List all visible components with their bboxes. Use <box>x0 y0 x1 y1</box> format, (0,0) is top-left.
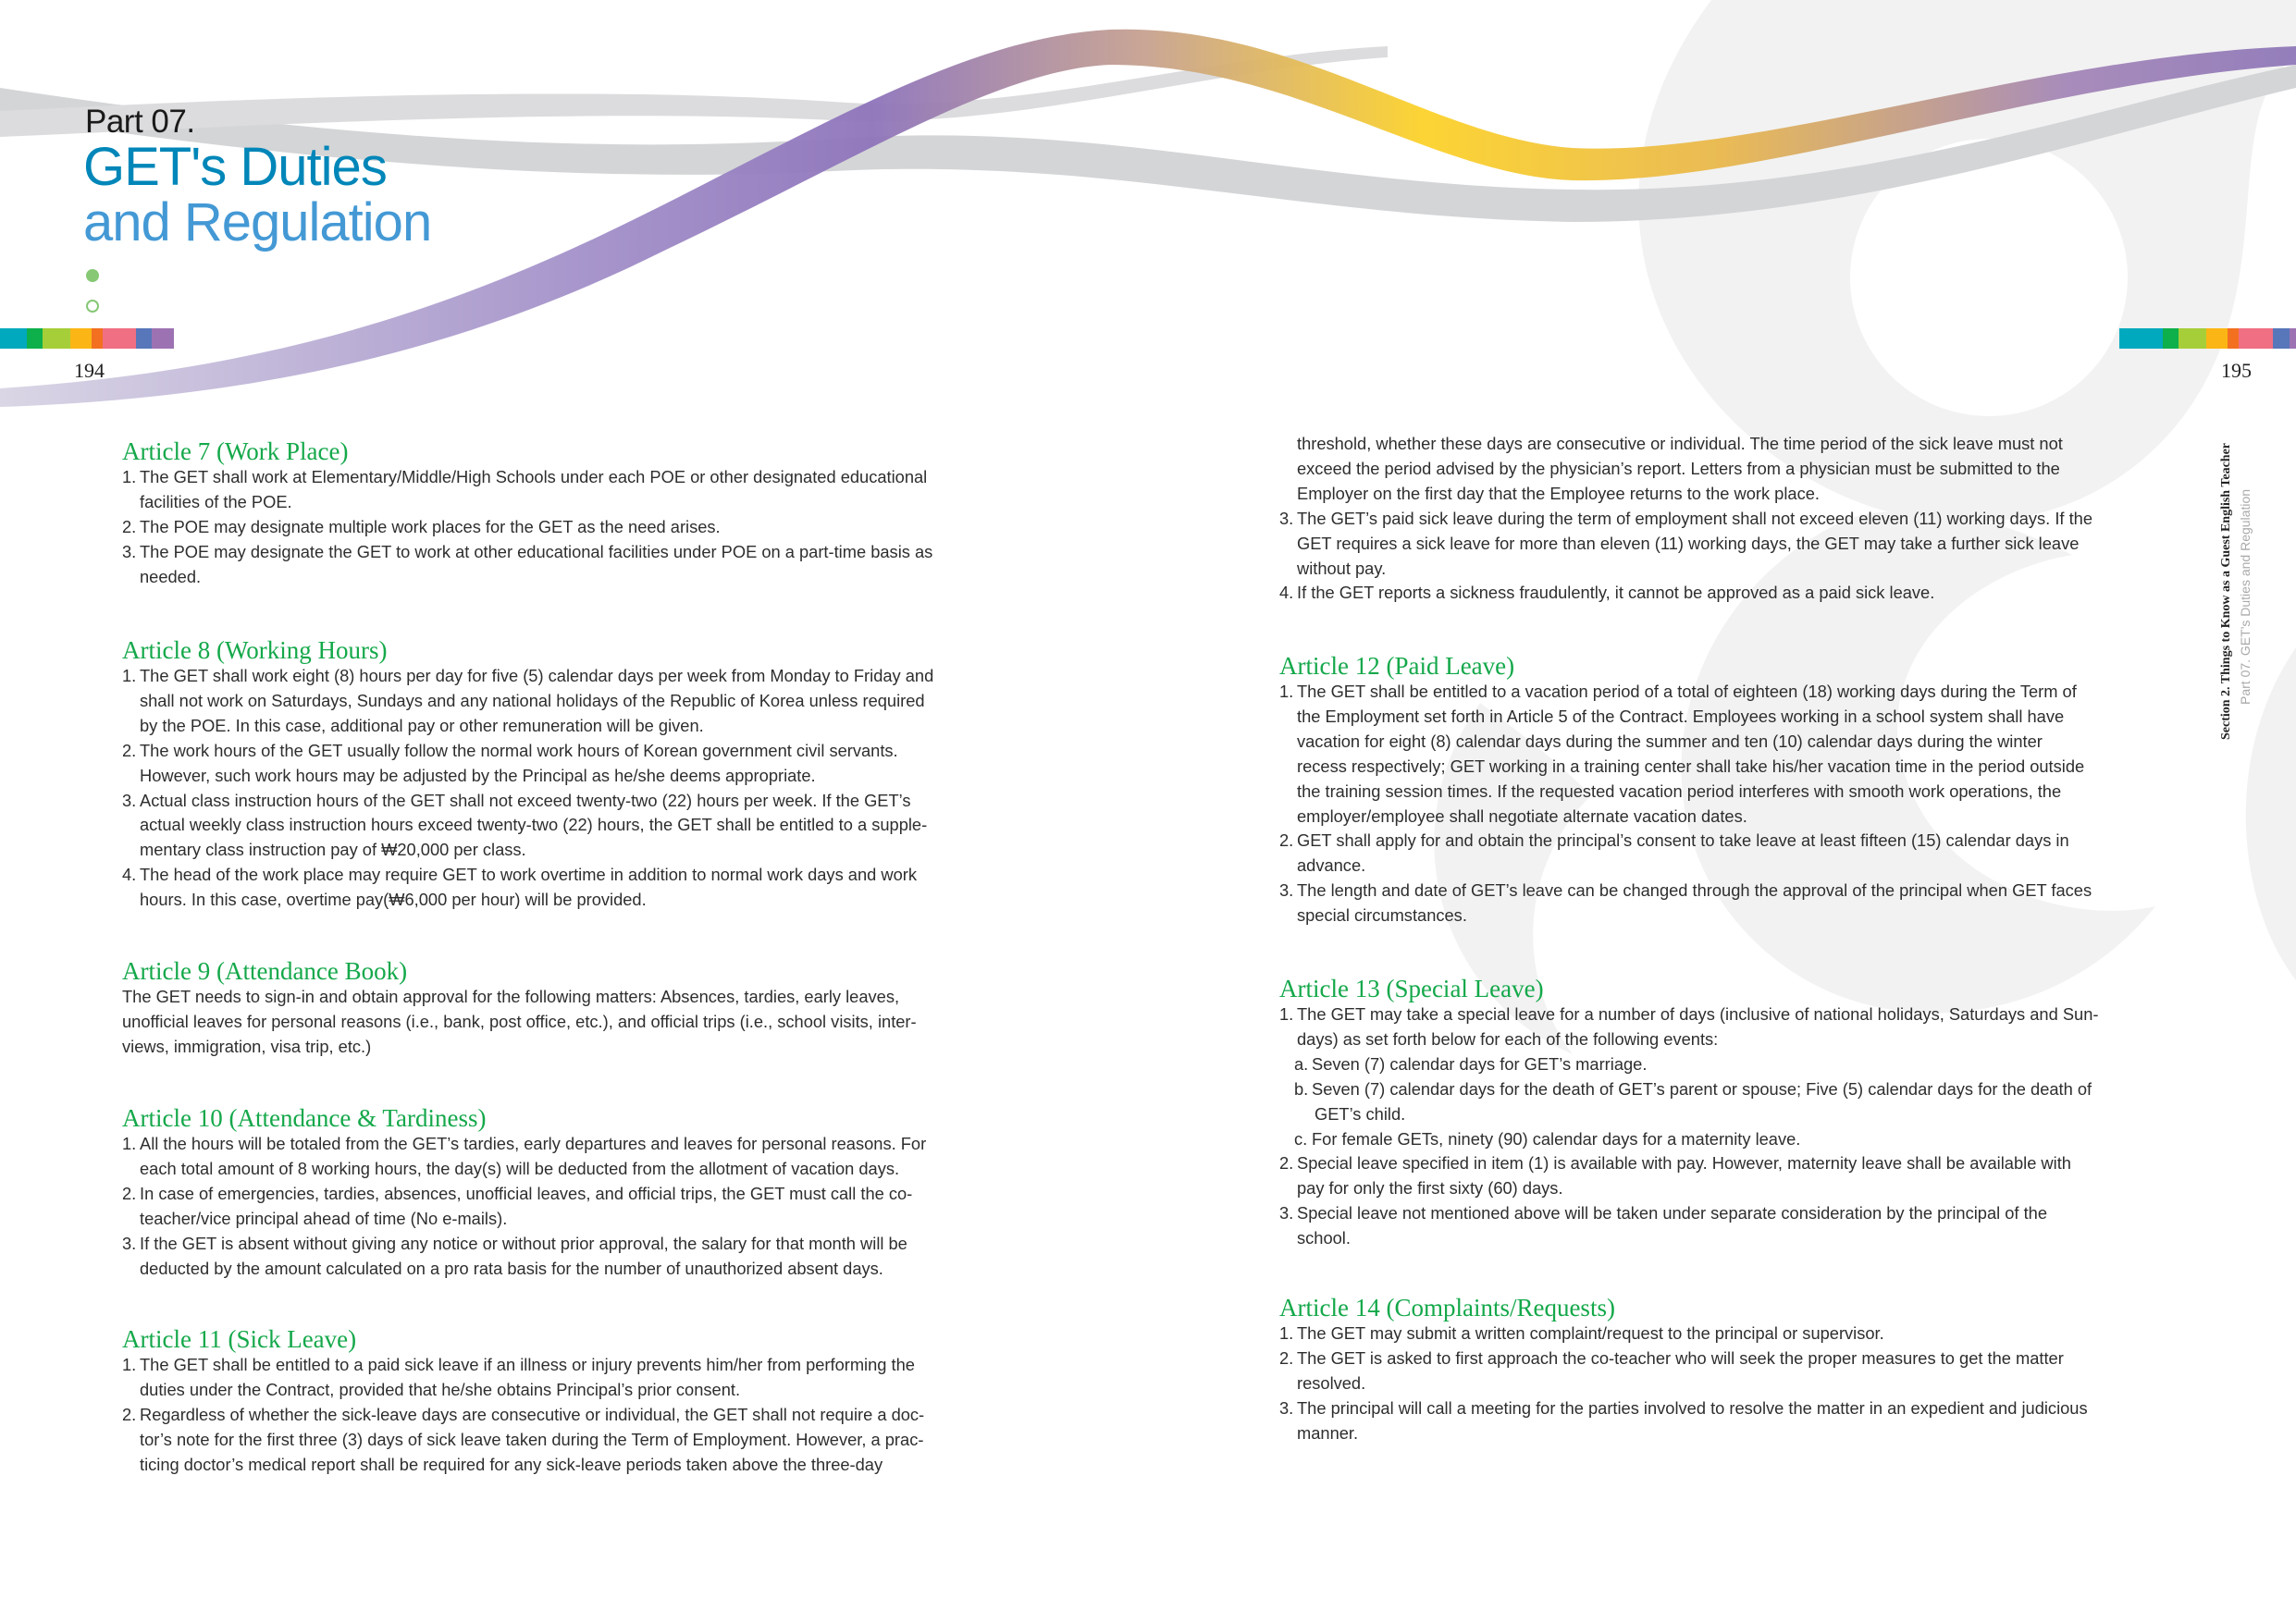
list-item-number: 3. <box>122 541 137 561</box>
list-item-text: advance. <box>1297 855 1366 876</box>
list-item-text: If the GET is absent without giving any notice or without prior approval, the salary for that month will be <box>140 1233 907 1253</box>
hollow-dot-icon <box>86 300 99 313</box>
list-item-text: Seven (7) calendar days for GET’s marriage. <box>1312 1053 1648 1074</box>
list-item-number: 1. <box>122 1355 137 1374</box>
list-item-line <box>1279 1077 2204 1102</box>
list-item-text: views, immigration, visa trip, etc.) <box>122 1036 372 1056</box>
list-item-text: The GET shall be entitled to a paid sick leave if an illness or injury prevents him/her from performing the <box>140 1355 915 1374</box>
list-item-line <box>1279 557 2204 582</box>
article-section <box>122 957 1047 1060</box>
color-bar-segment <box>2163 328 2179 349</box>
color-bar-segment <box>70 328 92 349</box>
list-item-number: 2. <box>122 1183 137 1203</box>
running-header-vertical <box>2217 443 2254 740</box>
list-item-text: the training session times. If the requested vacation period interferes with smooth work operations, the <box>1297 781 2062 801</box>
color-bar-segment <box>2179 328 2206 349</box>
list-item-text: tor’s note for the first three (3) days of sick leave taken during the Term of Employment. However, a prac- <box>140 1429 924 1449</box>
list-item-text: The GET needs to sign-in and obtain approval for the following matters: Absences, tardies, early leaves, <box>122 987 900 1006</box>
list-item-text: duties under the Contract, provided that he/she obtains Principal’s prior consent. <box>140 1379 741 1399</box>
color-bar-segment <box>2273 328 2290 349</box>
list-item-line <box>122 985 1047 1010</box>
list-item-text: GET shall apply for and obtain the principal’s consent to take leave at least fifteen (15) calendar days in <box>1297 830 2069 851</box>
color-bar-segment <box>2206 328 2228 349</box>
list-item-text: The GET may submit a written complaint/request to the principal or supervisor. <box>1297 1323 1884 1343</box>
article-heading: Article 10 (Attendance & Tardiness) <box>122 1104 487 1132</box>
section-label: Section 2. Things to Know as a Guest English Teacher <box>2219 442 2233 740</box>
list-item-line <box>122 1035 1047 1060</box>
list-item-number: a. <box>1294 1053 1309 1074</box>
list-item-line <box>1279 1102 2204 1127</box>
list-item-text: facilities of the POE. <box>140 491 292 511</box>
list-item-line <box>1279 805 2204 830</box>
list-item-text: recess respectively; GET working in a training center shall take his/her vacation time in the period outside <box>1297 756 2085 776</box>
list-item-text: Special leave not mentioned above will be taken under separate consideration by the principal of the <box>1297 1203 2047 1223</box>
list-item-number: 2. <box>1279 1153 1294 1174</box>
list-item-number: 1. <box>122 666 137 685</box>
list-item-number: 1. <box>1279 1323 1294 1343</box>
list-item-number: b. <box>1294 1078 1309 1099</box>
list-item-line <box>122 1353 1047 1378</box>
list-item-text: The POE may designate the GET to work at other educational facilities under POE on a part-time basis as <box>140 541 933 561</box>
list-item-line <box>122 1182 1047 1207</box>
list-item-text: Employer on the first day that the Employee returns to the work place. <box>1297 483 1820 503</box>
list-item-line <box>1279 482 2204 507</box>
list-item-line <box>122 1403 1047 1428</box>
list-item-line <box>1279 1127 2204 1152</box>
list-item-line <box>1279 1396 2204 1421</box>
list-item-line <box>122 764 1047 789</box>
part-label: Part 07. <box>85 104 195 140</box>
list-item-text: pay for only the first sixty (60) days. <box>1297 1178 1563 1199</box>
list-item-text: unofficial leaves for personal reasons (i.e., bank, post office, etc.), and official trips (i.e., school visits, inter- <box>122 1011 917 1031</box>
list-item-line <box>122 565 1047 590</box>
list-item-line <box>122 490 1047 515</box>
list-item-line <box>1279 1421 2204 1446</box>
article-section <box>1279 652 2204 928</box>
list-item-line <box>1279 1226 2204 1251</box>
list-item-number: 2. <box>122 1404 137 1424</box>
article-section <box>1279 975 2204 1251</box>
list-item-number: 2. <box>1279 1347 1294 1368</box>
list-item-text: Regardless of whether the sick-leave days are consecutive or individual, the GET shall not require a doc- <box>140 1404 925 1424</box>
list-item-line <box>122 888 1047 913</box>
color-bar-left <box>0 328 174 349</box>
article-section <box>122 636 1047 913</box>
list-item-text: The work hours of the GET usually follow the normal work hours of Korean government civil servants. <box>140 740 898 760</box>
list-item-text: shall not work on Saturdays, Sundays and any national holidays of the Republic of Korea unless required <box>140 690 925 710</box>
article-section <box>1279 432 2204 606</box>
list-item-text: In case of emergencies, tardies, absences, unofficial leaves, and official trips, the GET must call the co- <box>140 1183 913 1203</box>
page-number-right: 195 <box>2221 359 2252 382</box>
article-heading: Article 7 (Work Place) <box>122 437 349 465</box>
list-item-text: threshold, whether these days are consecutive or individual. The time period of the sick leave must not <box>1297 434 2063 453</box>
list-item-number: 2. <box>1279 830 1294 851</box>
list-item-text: The length and date of GET’s leave can be changed through the approval of the principal when GET faces <box>1297 880 2092 901</box>
list-item-line <box>1279 1176 2204 1201</box>
list-item-line <box>1279 680 2204 705</box>
page-title-line1: GET's Duties <box>83 137 387 197</box>
list-item-line <box>1279 1151 2204 1176</box>
list-item-line <box>1279 755 2204 780</box>
list-item-text: The GET shall work eight (8) hours per day for five (5) calendar days per week from Monday to Friday and <box>140 666 934 685</box>
list-item-line <box>1279 1371 2204 1396</box>
color-bar-segment <box>92 328 103 349</box>
color-bar-segment <box>2119 328 2163 349</box>
list-item-text: the Employment set forth in Article 5 of the Contract. Employees working in a school system shall have <box>1297 706 2065 726</box>
list-item-line <box>122 1257 1047 1282</box>
color-bar-segment <box>2239 328 2273 349</box>
list-item-line <box>1279 532 2204 557</box>
list-item-text: Special leave specified in item (1) is available with pay. However, maternity leave shall be available with <box>1297 1153 2071 1174</box>
list-item-text: by the POE. In this case, additional pay or other remuneration will be given. <box>140 715 704 735</box>
list-item-number: 3. <box>122 790 137 810</box>
list-item-number: c. <box>1294 1128 1308 1149</box>
color-bar-segment <box>0 328 27 349</box>
list-item-text: The principal will call a meeting for the parties involved to resolve the matter in an expedient and judicious <box>1297 1397 2088 1418</box>
list-item-text: All the hours will be totaled from the GET’s tardies, early departures and leaves for personal reasons. For <box>140 1134 927 1153</box>
list-item-line <box>1279 730 2204 755</box>
list-item-number: 3. <box>1279 1203 1294 1223</box>
list-item-number: 1. <box>122 1134 137 1153</box>
list-item-text: Seven (7) calendar days for the death of GET’s parent or spouse; Five (5) calendar days for the death of <box>1312 1078 2092 1099</box>
list-item-text: needed. <box>140 566 202 586</box>
list-item-text: without pay. <box>1297 558 1387 578</box>
list-item-text: deducted by the amount calculated on a pro rata basis for the number of unauthorized absent days. <box>140 1258 883 1278</box>
list-item-text: For female GETs, ninety (90) calendar days for a maternity leave. <box>1312 1128 1801 1149</box>
article-heading: Article 9 (Attendance Book) <box>122 957 408 985</box>
list-item-text: each total amount of 8 working hours, the day(s) will be deducted from the allotment of vacation days. <box>140 1158 900 1178</box>
list-item-text: However, such work hours may be adjusted by the Principal as he/she deems appropriate. <box>140 765 816 785</box>
list-item-text: manner. <box>1297 1422 1359 1443</box>
list-item-line <box>1279 1322 2204 1346</box>
list-item-text: The head of the work place may require GET to work overtime in addition to normal work days and work <box>140 865 917 885</box>
color-bar-segment <box>2290 328 2296 349</box>
page-title-line2: and Regulation <box>83 192 432 252</box>
list-item-line <box>1279 1027 2204 1052</box>
article-section <box>122 1104 1047 1281</box>
list-item-line <box>122 1132 1047 1157</box>
list-item-line <box>122 540 1047 565</box>
list-item-line <box>1279 432 2204 457</box>
list-item-number: 1. <box>122 467 137 486</box>
list-item-line <box>122 789 1047 814</box>
list-item-number: 3. <box>1279 1397 1294 1418</box>
filled-dot-icon <box>86 269 99 282</box>
list-item-line <box>1279 780 2204 805</box>
list-item-text: mentary class instruction pay of ₩20,000 per class. <box>140 840 526 860</box>
list-item-text: teacher/vice principal ahead of time (No e-mails). <box>140 1208 508 1228</box>
list-item-line <box>1279 829 2204 854</box>
list-item-line <box>122 1378 1047 1403</box>
list-item-text: The GET shall be entitled to a vacation period of a total of eighteen (18) working days during the Term of <box>1297 682 2077 701</box>
list-item-text: The GET may take a special leave for a number of days (inclusive of national holidays, Saturdays and Sun- <box>1297 1004 2099 1024</box>
list-item-number: 1. <box>1279 1004 1294 1024</box>
list-item-text: resolved. <box>1297 1372 1366 1393</box>
article-section <box>1279 1294 2204 1446</box>
color-bar-segment <box>2228 328 2239 349</box>
list-item-line <box>122 863 1047 888</box>
list-item-line <box>122 739 1047 764</box>
list-item-line <box>122 813 1047 838</box>
list-item-text: ticing doctor’s medical report shall be required for any sick-leave periods taken above the three-day <box>140 1454 883 1474</box>
color-bar-segment <box>103 328 135 349</box>
list-item-line <box>122 1232 1047 1257</box>
article-heading: Article 14 (Complaints/Requests) <box>1279 1294 1615 1322</box>
list-item-text: The POE may designate multiple work places for the GET as the need arises. <box>140 516 721 536</box>
list-item-text: actual weekly class instruction hours exceed twenty-two (22) hours, the GET shall be entitled to a supple- <box>140 815 928 835</box>
article-section <box>122 1325 1047 1478</box>
list-item-line <box>1279 507 2204 532</box>
list-item-text: school. <box>1297 1228 1351 1248</box>
list-item-line <box>1279 705 2204 730</box>
list-item-line <box>1279 581 2204 606</box>
list-item-line <box>1279 457 2204 482</box>
list-item-line <box>1279 854 2204 879</box>
list-item-line <box>122 1157 1047 1182</box>
list-item-number: 2. <box>122 516 137 536</box>
list-item-number: 4. <box>1279 583 1294 603</box>
list-item-number: 3. <box>1279 880 1294 901</box>
list-item-text: employer/employee shall negotiate alternate vacation dates. <box>1297 805 1747 826</box>
article-heading: Article 13 (Special Leave) <box>1279 975 1544 1002</box>
page-number-left: 194 <box>74 359 105 382</box>
color-bar-segment <box>152 328 174 349</box>
article-heading: Article 8 (Working Hours) <box>122 636 388 664</box>
list-item-line <box>122 664 1047 689</box>
list-item-text: Actual class instruction hours of the GET shall not exceed twenty-two (22) hours per week. If the GET’s <box>140 790 911 810</box>
list-item-text: days) as set forth below for each of the following events: <box>1297 1028 1719 1049</box>
list-item-line <box>122 689 1047 714</box>
part-label-vertical: Part 07. GET's Duties and Regulation <box>2238 488 2253 705</box>
list-item-text: vacation for eight (8) calendar days during the summer and ten (10) calendar days during the winter <box>1297 731 2043 751</box>
list-item-line <box>122 1010 1047 1035</box>
list-item-number: 1. <box>1279 682 1294 701</box>
list-item-line <box>122 1453 1047 1478</box>
list-item-line <box>1279 1002 2204 1027</box>
list-item-line <box>1279 879 2204 904</box>
list-item-text: hours. In this case, overtime pay(₩6,000 per hour) will be provided. <box>140 890 647 910</box>
color-bar-segment <box>136 328 152 349</box>
article-section <box>122 437 1047 590</box>
list-item-line <box>1279 1052 2204 1077</box>
list-item-line <box>122 1428 1047 1453</box>
list-item-number: 4. <box>122 865 137 885</box>
list-item-text: The GET is asked to first approach the co-teacher who will seek the proper measures to get the matter <box>1297 1347 2064 1368</box>
list-item-line <box>122 1207 1047 1232</box>
list-item-line <box>1279 1346 2204 1371</box>
color-bar-segment <box>43 328 70 349</box>
list-item-line <box>122 714 1047 739</box>
article-heading: Article 12 (Paid Leave) <box>1279 652 1515 680</box>
list-item-line <box>1279 1201 2204 1226</box>
list-item-text: The GET shall work at Elementary/Middle/High Schools under each POE or other designated educational <box>140 467 928 486</box>
list-item-line <box>122 465 1047 490</box>
list-item-text: If the GET reports a sickness fraudulently, it cannot be approved as a paid sick leave. <box>1297 583 1935 603</box>
list-item-text: The GET’s paid sick leave during the term of employment shall not exceed eleven (11) working days. If the <box>1297 508 2092 528</box>
article-heading: Article 11 (Sick Leave) <box>122 1325 357 1353</box>
list-item-text: GET requires a sick leave for more than eleven (11) working days, the GET may take a further sick leave <box>1297 533 2080 553</box>
list-item-number: 2. <box>122 740 137 760</box>
list-item-text: special circumstances. <box>1297 905 1467 926</box>
list-item-number: 3. <box>122 1233 137 1253</box>
list-item-number: 3. <box>1279 508 1294 528</box>
list-item-line <box>122 838 1047 863</box>
list-item-line <box>122 515 1047 540</box>
color-bar-segment <box>27 328 43 349</box>
color-bar-right <box>2119 328 2296 349</box>
list-item-text: exceed the period advised by the physician’s report. Letters from a physician must be submitted to the <box>1297 458 2060 478</box>
list-item-line <box>1279 904 2204 928</box>
list-item-text: GET’s child. <box>1315 1103 1406 1124</box>
